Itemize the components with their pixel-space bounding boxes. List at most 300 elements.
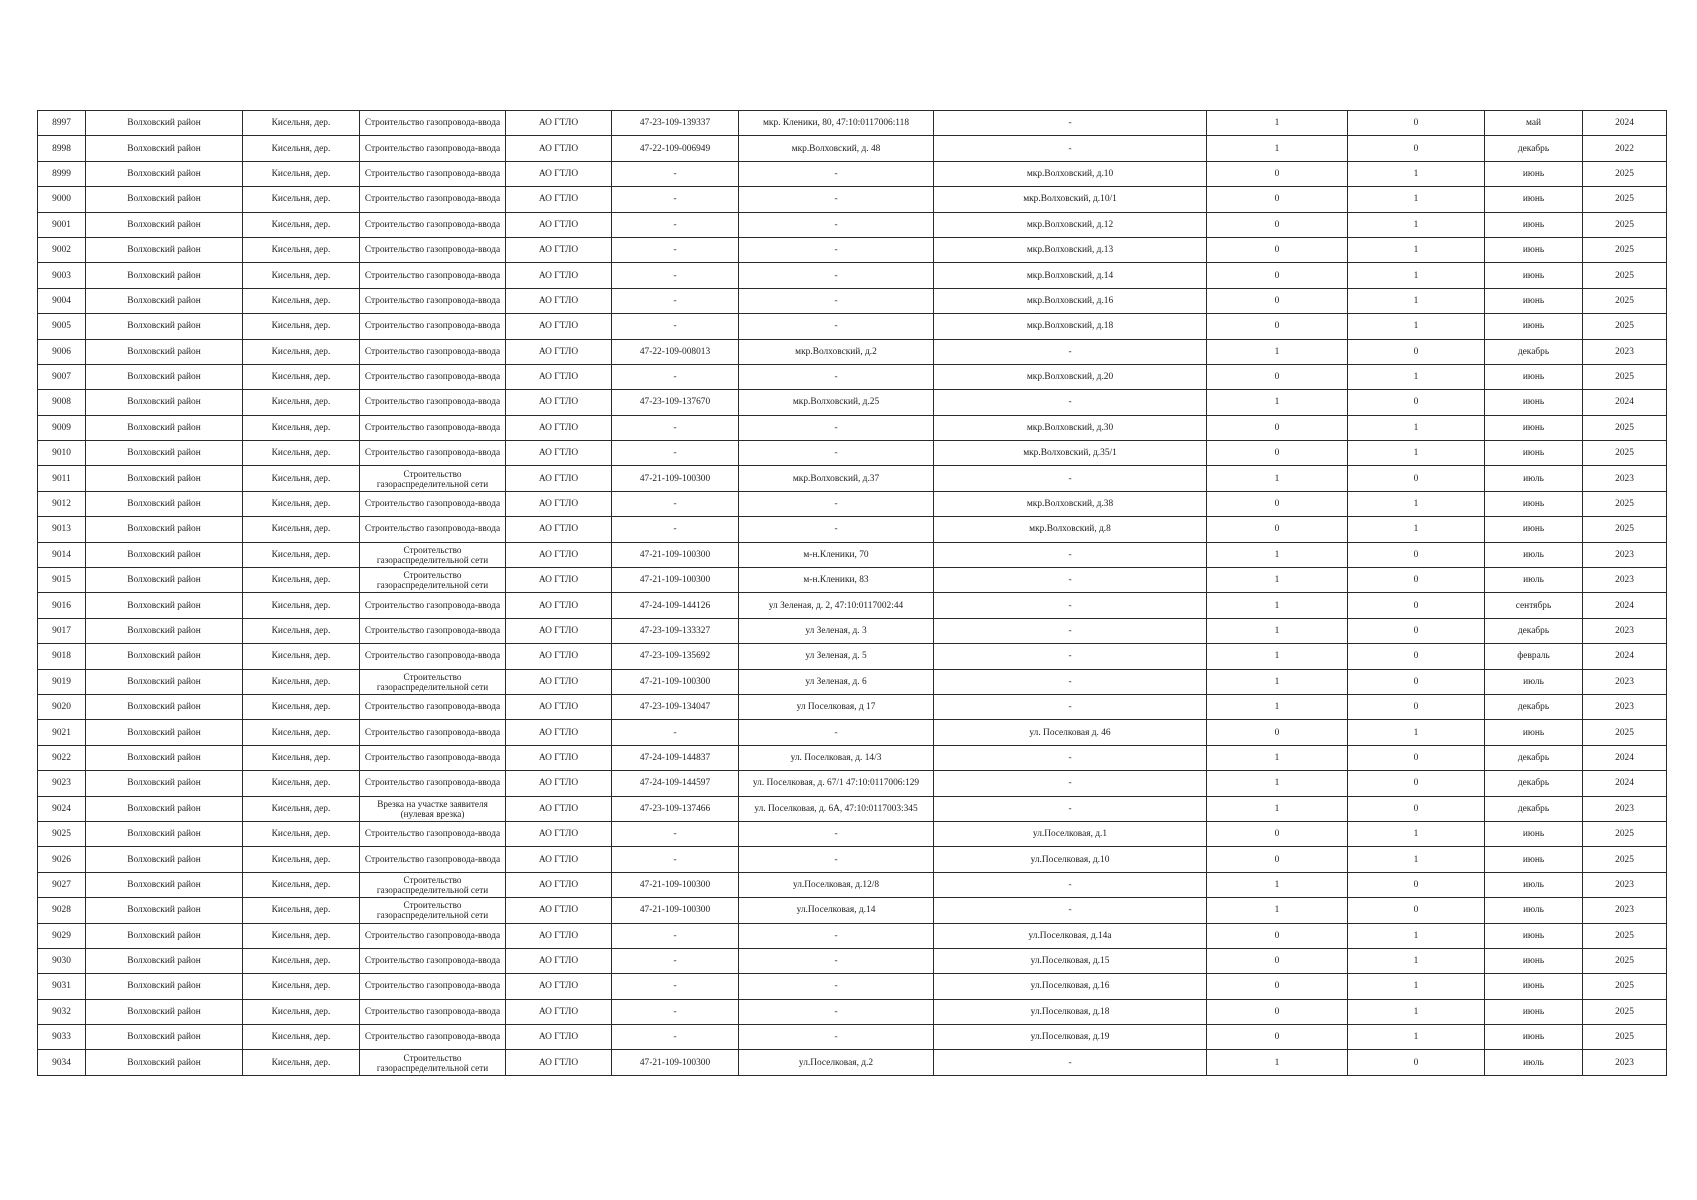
locality-cell: Кисельня, дер. — [243, 237, 360, 262]
month-cell: июль — [1485, 568, 1583, 593]
row-number-cell: 9032 — [38, 999, 86, 1024]
work-type-cell: Строительство газопровода-ввода — [360, 593, 506, 618]
row-number-cell: 9023 — [38, 771, 86, 796]
count-a-cell: 0 — [1207, 948, 1348, 973]
work-type-cell: Строительство газопровода-ввода — [360, 948, 506, 973]
count-a-cell: 0 — [1207, 314, 1348, 339]
locality-cell: Кисельня, дер. — [243, 644, 360, 669]
locality-cell: Кисельня, дер. — [243, 1050, 360, 1075]
year-cell: 2022 — [1583, 136, 1667, 161]
year-cell: 2023 — [1583, 618, 1667, 643]
row-number-cell: 9030 — [38, 948, 86, 973]
data-table — [37, 110, 1667, 1076]
planned-address-cell: - — [934, 898, 1207, 923]
year-cell: 2025 — [1583, 974, 1667, 999]
year-cell: 2023 — [1583, 339, 1667, 364]
row-number-cell: 9010 — [38, 441, 86, 466]
work-type-cell: Строительство газораспределительной сети — [360, 898, 506, 923]
organization-cell: АО ГТЛО — [506, 771, 612, 796]
district-cell: Волховский район — [86, 568, 243, 593]
work-type-cell: Строительство газопровода-ввода — [360, 441, 506, 466]
planned-address-cell: ул.Поселковая, д.10 — [934, 847, 1207, 872]
month-cell: июнь — [1485, 212, 1583, 237]
year-cell: 2023 — [1583, 872, 1667, 897]
count-a-cell: 1 — [1207, 898, 1348, 923]
planned-address-cell: - — [934, 466, 1207, 491]
month-cell: июль — [1485, 898, 1583, 923]
work-type-cell: Врезка на участке заявителя (нулевая врезка) — [360, 796, 506, 821]
application-number-cell: - — [612, 415, 739, 440]
locality-cell: Кисельня, дер. — [243, 390, 360, 415]
table-row — [38, 618, 1667, 643]
month-cell: декабрь — [1485, 339, 1583, 364]
month-cell: июль — [1485, 872, 1583, 897]
count-b-cell: 0 — [1348, 593, 1485, 618]
object-address-cell: - — [739, 974, 934, 999]
table-row — [38, 364, 1667, 389]
count-a-cell: 0 — [1207, 288, 1348, 313]
planned-address-cell: - — [934, 618, 1207, 643]
organization-cell: АО ГТЛО — [506, 161, 612, 186]
count-b-cell: 0 — [1348, 111, 1485, 136]
count-b-cell: 0 — [1348, 1050, 1485, 1075]
month-cell: декабрь — [1485, 694, 1583, 719]
organization-cell: АО ГТЛО — [506, 390, 612, 415]
count-a-cell: 0 — [1207, 517, 1348, 542]
district-cell: Волховский район — [86, 847, 243, 872]
table-row — [38, 466, 1667, 491]
planned-address-cell: мкр.Волховский, д.10/1 — [934, 187, 1207, 212]
month-cell: июнь — [1485, 1025, 1583, 1050]
locality-cell: Кисельня, дер. — [243, 466, 360, 491]
planned-address-cell: мкр.Волховский, д.13 — [934, 237, 1207, 262]
district-cell: Волховский район — [86, 669, 243, 694]
month-cell: декабрь — [1485, 745, 1583, 770]
count-a-cell: 0 — [1207, 847, 1348, 872]
district-cell: Волховский район — [86, 948, 243, 973]
work-type-cell: Строительство газопровода-ввода — [360, 847, 506, 872]
month-cell: июль — [1485, 1050, 1583, 1075]
year-cell: 2025 — [1583, 821, 1667, 846]
locality-cell: Кисельня, дер. — [243, 745, 360, 770]
district-cell: Волховский район — [86, 694, 243, 719]
object-address-cell: ул Зеленая, д. 6 — [739, 669, 934, 694]
table-row — [38, 441, 1667, 466]
application-number-cell: 47-21-109-100300 — [612, 542, 739, 567]
count-a-cell: 1 — [1207, 390, 1348, 415]
table-row — [38, 187, 1667, 212]
planned-address-cell: - — [934, 796, 1207, 821]
work-type-cell: Строительство газопровода-ввода — [360, 644, 506, 669]
work-type-cell: Строительство газопровода-ввода — [360, 517, 506, 542]
locality-cell: Кисельня, дер. — [243, 999, 360, 1024]
locality-cell: Кисельня, дер. — [243, 517, 360, 542]
work-type-cell: Строительство газопровода-ввода — [360, 237, 506, 262]
count-b-cell: 1 — [1348, 263, 1485, 288]
organization-cell: АО ГТЛО — [506, 745, 612, 770]
table-row — [38, 745, 1667, 770]
row-number-cell: 8998 — [38, 136, 86, 161]
year-cell: 2025 — [1583, 364, 1667, 389]
count-a-cell: 1 — [1207, 745, 1348, 770]
month-cell: июнь — [1485, 948, 1583, 973]
organization-cell: АО ГТЛО — [506, 517, 612, 542]
count-a-cell: 0 — [1207, 999, 1348, 1024]
count-a-cell: 0 — [1207, 263, 1348, 288]
locality-cell: Кисельня, дер. — [243, 847, 360, 872]
locality-cell: Кисельня, дер. — [243, 542, 360, 567]
count-a-cell: 1 — [1207, 1050, 1348, 1075]
count-a-cell: 1 — [1207, 694, 1348, 719]
locality-cell: Кисельня, дер. — [243, 872, 360, 897]
month-cell: июнь — [1485, 161, 1583, 186]
locality-cell: Кисельня, дер. — [243, 618, 360, 643]
locality-cell: Кисельня, дер. — [243, 1025, 360, 1050]
locality-cell: Кисельня, дер. — [243, 212, 360, 237]
work-type-cell: Строительство газопровода-ввода — [360, 694, 506, 719]
organization-cell: АО ГТЛО — [506, 821, 612, 846]
work-type-cell: Строительство газопровода-ввода — [360, 745, 506, 770]
object-address-cell: - — [739, 161, 934, 186]
district-cell: Волховский район — [86, 111, 243, 136]
work-type-cell: Строительство газопровода-ввода — [360, 415, 506, 440]
row-number-cell: 9033 — [38, 1025, 86, 1050]
object-address-cell: ул. Поселковая, д. 14/3 — [739, 745, 934, 770]
year-cell: 2025 — [1583, 288, 1667, 313]
application-number-cell: 47-24-109-144126 — [612, 593, 739, 618]
row-number-cell: 9022 — [38, 745, 86, 770]
count-b-cell: 1 — [1348, 364, 1485, 389]
work-type-cell: Строительство газопровода-ввода — [360, 364, 506, 389]
count-a-cell: 0 — [1207, 161, 1348, 186]
table-row — [38, 542, 1667, 567]
locality-cell: Кисельня, дер. — [243, 923, 360, 948]
organization-cell: АО ГТЛО — [506, 872, 612, 897]
application-number-cell: - — [612, 314, 739, 339]
table-row — [38, 212, 1667, 237]
locality-cell: Кисельня, дер. — [243, 364, 360, 389]
year-cell: 2025 — [1583, 517, 1667, 542]
count-b-cell: 0 — [1348, 618, 1485, 643]
object-address-cell: мкр.Волховский, д.2 — [739, 339, 934, 364]
month-cell: июль — [1485, 466, 1583, 491]
work-type-cell: Строительство газораспределительной сети — [360, 669, 506, 694]
count-a-cell: 0 — [1207, 237, 1348, 262]
count-b-cell: 0 — [1348, 745, 1485, 770]
district-cell: Волховский район — [86, 1050, 243, 1075]
count-a-cell: 1 — [1207, 872, 1348, 897]
planned-address-cell: ул.Поселковая, д.15 — [934, 948, 1207, 973]
application-number-cell: - — [612, 441, 739, 466]
year-cell: 2025 — [1583, 441, 1667, 466]
locality-cell: Кисельня, дер. — [243, 771, 360, 796]
planned-address-cell: мкр.Волховский, д.10 — [934, 161, 1207, 186]
locality-cell: Кисельня, дер. — [243, 593, 360, 618]
table-row — [38, 669, 1667, 694]
object-address-cell: м-н.Кленики, 83 — [739, 568, 934, 593]
organization-cell: АО ГТЛО — [506, 999, 612, 1024]
year-cell: 2024 — [1583, 390, 1667, 415]
year-cell: 2025 — [1583, 237, 1667, 262]
locality-cell: Кисельня, дер. — [243, 441, 360, 466]
year-cell: 2024 — [1583, 644, 1667, 669]
month-cell: июнь — [1485, 288, 1583, 313]
locality-cell: Кисельня, дер. — [243, 568, 360, 593]
locality-cell: Кисельня, дер. — [243, 111, 360, 136]
year-cell: 2023 — [1583, 1050, 1667, 1075]
district-cell: Волховский район — [86, 390, 243, 415]
planned-address-cell: - — [934, 390, 1207, 415]
district-cell: Волховский район — [86, 491, 243, 516]
object-address-cell: мкр.Волховский, д. 48 — [739, 136, 934, 161]
locality-cell: Кисельня, дер. — [243, 288, 360, 313]
count-b-cell: 1 — [1348, 415, 1485, 440]
year-cell: 2023 — [1583, 568, 1667, 593]
row-number-cell: 9014 — [38, 542, 86, 567]
table-row — [38, 796, 1667, 821]
month-cell: июнь — [1485, 415, 1583, 440]
district-cell: Волховский район — [86, 771, 243, 796]
planned-address-cell: мкр.Волховский, д.14 — [934, 263, 1207, 288]
planned-address-cell: - — [934, 872, 1207, 897]
count-a-cell: 1 — [1207, 542, 1348, 567]
table-row — [38, 491, 1667, 516]
count-a-cell: 0 — [1207, 1025, 1348, 1050]
application-number-cell: - — [612, 1025, 739, 1050]
application-number-cell: - — [612, 821, 739, 846]
year-cell: 2023 — [1583, 466, 1667, 491]
table-row — [38, 568, 1667, 593]
work-type-cell: Строительство газопровода-ввода — [360, 111, 506, 136]
locality-cell: Кисельня, дер. — [243, 898, 360, 923]
count-a-cell: 0 — [1207, 187, 1348, 212]
planned-address-cell: - — [934, 644, 1207, 669]
application-number-cell: 47-21-109-100300 — [612, 669, 739, 694]
locality-cell: Кисельня, дер. — [243, 136, 360, 161]
planned-address-cell: - — [934, 111, 1207, 136]
table-row — [38, 390, 1667, 415]
planned-address-cell: - — [934, 771, 1207, 796]
object-address-cell: - — [739, 314, 934, 339]
year-cell: 2025 — [1583, 847, 1667, 872]
year-cell: 2025 — [1583, 948, 1667, 973]
table-row — [38, 415, 1667, 440]
work-type-cell: Строительство газопровода-ввода — [360, 161, 506, 186]
organization-cell: АО ГТЛО — [506, 720, 612, 745]
organization-cell: АО ГТЛО — [506, 441, 612, 466]
planned-address-cell: мкр.Волховский, д.30 — [934, 415, 1207, 440]
row-number-cell: 9027 — [38, 872, 86, 897]
table-row — [38, 339, 1667, 364]
count-b-cell: 1 — [1348, 288, 1485, 313]
planned-address-cell: ул. Поселковая д. 46 — [934, 720, 1207, 745]
planned-address-cell: - — [934, 542, 1207, 567]
year-cell: 2025 — [1583, 415, 1667, 440]
count-a-cell: 1 — [1207, 618, 1348, 643]
count-b-cell: 1 — [1348, 923, 1485, 948]
object-address-cell: ул Поселковая, д 17 — [739, 694, 934, 719]
locality-cell: Кисельня, дер. — [243, 187, 360, 212]
planned-address-cell: ул.Поселковая, д.19 — [934, 1025, 1207, 1050]
table-body — [38, 111, 1667, 1076]
table-row — [38, 923, 1667, 948]
object-address-cell: ул Зеленая, д. 3 — [739, 618, 934, 643]
district-cell: Волховский район — [86, 745, 243, 770]
object-address-cell: - — [739, 821, 934, 846]
locality-cell: Кисельня, дер. — [243, 974, 360, 999]
month-cell: июль — [1485, 669, 1583, 694]
application-number-cell: 47-23-109-137670 — [612, 390, 739, 415]
row-number-cell: 9034 — [38, 1050, 86, 1075]
row-number-cell: 9025 — [38, 821, 86, 846]
year-cell: 2023 — [1583, 694, 1667, 719]
count-a-cell: 1 — [1207, 339, 1348, 364]
district-cell: Волховский район — [86, 898, 243, 923]
locality-cell: Кисельня, дер. — [243, 796, 360, 821]
object-address-cell: - — [739, 923, 934, 948]
district-cell: Волховский район — [86, 466, 243, 491]
count-b-cell: 1 — [1348, 999, 1485, 1024]
organization-cell: АО ГТЛО — [506, 111, 612, 136]
count-a-cell: 0 — [1207, 491, 1348, 516]
object-address-cell: ул Зеленая, д. 5 — [739, 644, 934, 669]
locality-cell: Кисельня, дер. — [243, 694, 360, 719]
month-cell: июнь — [1485, 491, 1583, 516]
district-cell: Волховский район — [86, 441, 243, 466]
count-b-cell: 0 — [1348, 390, 1485, 415]
work-type-cell: Строительство газопровода-ввода — [360, 263, 506, 288]
work-type-cell: Строительство газопровода-ввода — [360, 923, 506, 948]
object-address-cell: - — [739, 263, 934, 288]
count-b-cell: 1 — [1348, 517, 1485, 542]
application-number-cell: 47-23-109-139337 — [612, 111, 739, 136]
year-cell: 2025 — [1583, 263, 1667, 288]
row-number-cell: 9029 — [38, 923, 86, 948]
count-b-cell: 1 — [1348, 314, 1485, 339]
count-b-cell: 1 — [1348, 847, 1485, 872]
work-type-cell: Строительство газораспределительной сети — [360, 568, 506, 593]
application-number-cell: - — [612, 923, 739, 948]
planned-address-cell: ул.Поселковая, д.14а — [934, 923, 1207, 948]
planned-address-cell: - — [934, 593, 1207, 618]
month-cell: декабрь — [1485, 136, 1583, 161]
row-number-cell: 9017 — [38, 618, 86, 643]
application-number-cell: - — [612, 948, 739, 973]
object-address-cell: - — [739, 1025, 934, 1050]
application-number-cell: - — [612, 491, 739, 516]
district-cell: Волховский район — [86, 364, 243, 389]
table-row — [38, 948, 1667, 973]
organization-cell: АО ГТЛО — [506, 669, 612, 694]
district-cell: Волховский район — [86, 1025, 243, 1050]
organization-cell: АО ГТЛО — [506, 466, 612, 491]
planned-address-cell: ул.Поселковая, д.1 — [934, 821, 1207, 846]
district-cell: Волховский район — [86, 618, 243, 643]
count-a-cell: 1 — [1207, 669, 1348, 694]
table-row — [38, 821, 1667, 846]
table-row — [38, 593, 1667, 618]
district-cell: Волховский район — [86, 923, 243, 948]
object-address-cell: - — [739, 491, 934, 516]
table-row — [38, 517, 1667, 542]
locality-cell: Кисельня, дер. — [243, 821, 360, 846]
planned-address-cell: мкр.Волховский, д.18 — [934, 314, 1207, 339]
year-cell: 2023 — [1583, 796, 1667, 821]
application-number-cell: 47-21-109-100300 — [612, 1050, 739, 1075]
object-address-cell: ул.Поселковая, д.12/8 — [739, 872, 934, 897]
month-cell: май — [1485, 111, 1583, 136]
table-row — [38, 161, 1667, 186]
object-address-cell: - — [739, 415, 934, 440]
work-type-cell: Строительство газопровода-ввода — [360, 720, 506, 745]
count-b-cell: 0 — [1348, 568, 1485, 593]
work-type-cell: Строительство газопровода-ввода — [360, 212, 506, 237]
month-cell: июнь — [1485, 974, 1583, 999]
count-b-cell: 1 — [1348, 212, 1485, 237]
locality-cell: Кисельня, дер. — [243, 314, 360, 339]
month-cell: июнь — [1485, 237, 1583, 262]
table-row — [38, 999, 1667, 1024]
work-type-cell: Строительство газопровода-ввода — [360, 771, 506, 796]
planned-address-cell: - — [934, 1050, 1207, 1075]
month-cell: июнь — [1485, 720, 1583, 745]
object-address-cell: - — [739, 999, 934, 1024]
work-type-cell: Строительство газораспределительной сети — [360, 872, 506, 897]
table-row — [38, 720, 1667, 745]
count-a-cell: 1 — [1207, 568, 1348, 593]
work-type-cell: Строительство газораспределительной сети — [360, 542, 506, 567]
table-row — [38, 771, 1667, 796]
locality-cell: Кисельня, дер. — [243, 415, 360, 440]
organization-cell: АО ГТЛО — [506, 618, 612, 643]
work-type-cell: Строительство газопровода-ввода — [360, 974, 506, 999]
year-cell: 2025 — [1583, 720, 1667, 745]
month-cell: июнь — [1485, 364, 1583, 389]
application-number-cell: 47-23-109-134047 — [612, 694, 739, 719]
application-number-cell: - — [612, 364, 739, 389]
count-a-cell: 1 — [1207, 771, 1348, 796]
organization-cell: АО ГТЛО — [506, 237, 612, 262]
district-cell: Волховский район — [86, 974, 243, 999]
application-number-cell: 47-22-109-006949 — [612, 136, 739, 161]
organization-cell: АО ГТЛО — [506, 644, 612, 669]
month-cell: декабрь — [1485, 771, 1583, 796]
district-cell: Волховский район — [86, 187, 243, 212]
object-address-cell: - — [739, 441, 934, 466]
application-number-cell: 47-23-109-133327 — [612, 618, 739, 643]
organization-cell: АО ГТЛО — [506, 212, 612, 237]
district-cell: Волховский район — [86, 339, 243, 364]
table-row — [38, 314, 1667, 339]
organization-cell: АО ГТЛО — [506, 491, 612, 516]
application-number-cell: - — [612, 999, 739, 1024]
district-cell: Волховский район — [86, 314, 243, 339]
year-cell: 2024 — [1583, 593, 1667, 618]
year-cell: 2023 — [1583, 542, 1667, 567]
count-a-cell: 0 — [1207, 364, 1348, 389]
locality-cell: Кисельня, дер. — [243, 263, 360, 288]
month-cell: февраль — [1485, 644, 1583, 669]
object-address-cell: - — [739, 948, 934, 973]
year-cell: 2025 — [1583, 187, 1667, 212]
month-cell: июнь — [1485, 263, 1583, 288]
row-number-cell: 9004 — [38, 288, 86, 313]
count-b-cell: 1 — [1348, 161, 1485, 186]
count-b-cell: 0 — [1348, 669, 1485, 694]
work-type-cell: Строительство газопровода-ввода — [360, 618, 506, 643]
object-address-cell: ул. Поселковая, д. 6А, 47:10:0117003:345 — [739, 796, 934, 821]
year-cell: 2025 — [1583, 491, 1667, 516]
